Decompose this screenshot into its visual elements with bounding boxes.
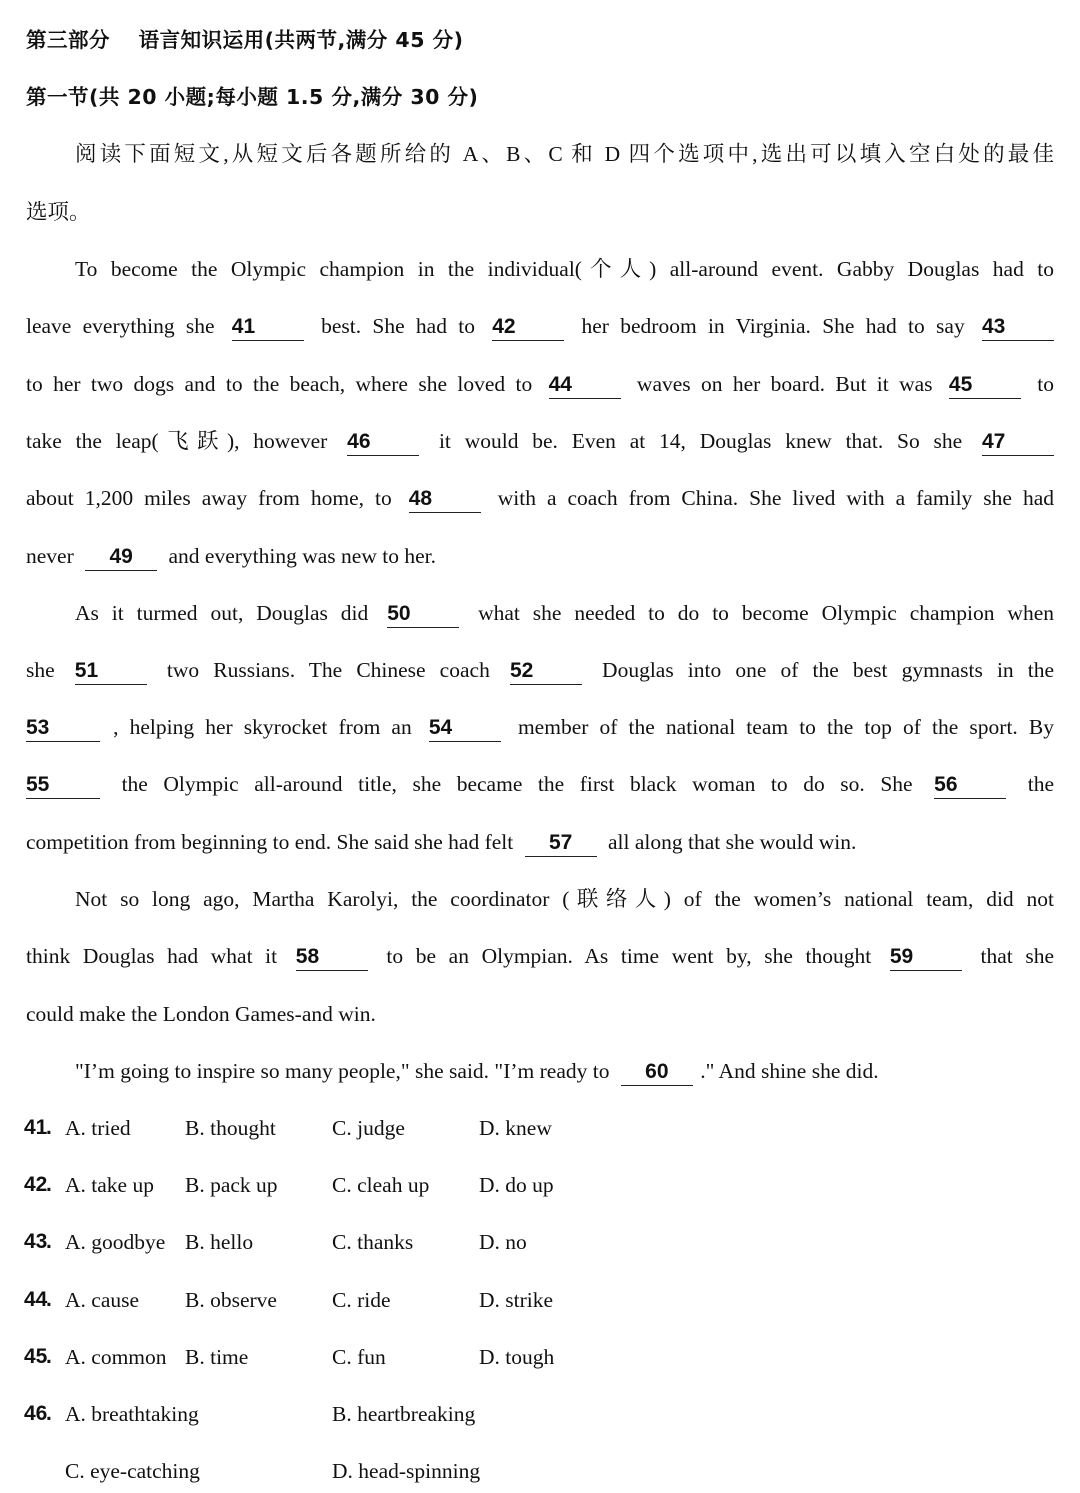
passage-line: to her two dogs and to the beach, where she loved to 44 waves on her board. But it was 45 to — [26, 369, 1054, 399]
blank-45: 45 — [949, 373, 1021, 399]
option-d[interactable]: D. do up — [479, 1173, 554, 1197]
blank-52: 52 — [510, 659, 582, 685]
blank-56: 56 — [934, 773, 1006, 799]
blank-48: 48 — [409, 487, 481, 513]
instructions-line-1: 阅读下面短文,从短文后各题所给的 A、B、C 和 D 四个选项中,选出可以填入空白处的最佳 — [75, 142, 1054, 166]
option-c[interactable]: C. thanks — [332, 1230, 414, 1254]
option-a[interactable]: A. cause — [65, 1288, 140, 1312]
option-c[interactable]: C. eye-catching — [65, 1459, 200, 1483]
passage-line: To become the Olympic champion in the individual(个人) all-around event. Gabby Douglas had to — [75, 257, 1054, 281]
option-c[interactable]: C. judge — [332, 1116, 405, 1140]
blank-50: 50 — [387, 602, 459, 628]
passage-line: "I’m going to inspire so many people," she said. "I’m ready to 60 ." And shine she did. — [26, 1056, 1054, 1086]
passage-line: competition from beginning to end. She said she had felt 57 all along that she would win. — [26, 827, 1054, 857]
question-number: 42 — [24, 1173, 48, 1196]
question-number: 43 — [24, 1230, 48, 1253]
passage-line: leave everything she 41 best. She had to 42 her bedroom in Virginia. She had to say 43 — [26, 311, 1054, 341]
option-b[interactable]: B. heartbreaking — [332, 1402, 476, 1426]
blank-58: 58 — [296, 945, 368, 971]
passage-line: take the leap(飞跃), however 46 it would be. Even at 14, Douglas knew that. So she 47 — [26, 426, 1054, 456]
section-title: 第一节(共 20 小题;每小题 1.5 分,满分 30 分) — [26, 85, 479, 109]
blank-60: 60 — [621, 1060, 693, 1086]
option-d[interactable]: D. no — [479, 1230, 527, 1254]
blank-41: 41 — [232, 315, 304, 341]
passage-line: Not so long ago, Martha Karolyi, the coordinator (联络人) of the women’s national team, did not — [75, 887, 1054, 911]
option-b[interactable]: B. time — [185, 1345, 249, 1369]
passage-line: about 1,200 miles away from home, to 48 with a coach from China. She lived with a family she had — [26, 483, 1054, 513]
passage-line: 53 , helping her skyrocket from an 54 member of the national team to the top of the sport. By — [26, 712, 1054, 742]
passage-line: 55 the Olympic all-around title, she became the first black woman to do so. She 56 the — [26, 769, 1054, 799]
option-d[interactable]: D. head-spinning — [332, 1459, 481, 1483]
blank-59: 59 — [890, 945, 962, 971]
blank-57: 57 — [525, 831, 597, 857]
option-a[interactable]: A. tried — [65, 1116, 131, 1140]
passage-line: As it turmed out, Douglas did 50 what she needed to do to become Olympic champion when — [26, 598, 1054, 628]
passage-line: could make the London Games-and win. — [26, 1002, 376, 1026]
blank-51: 51 — [75, 659, 147, 685]
option-a[interactable]: A. breathtaking — [65, 1402, 199, 1426]
passage-line: she 51 two Russians. The Chinese coach 52 Douglas into one of the best gymnasts in the — [26, 655, 1054, 685]
option-c[interactable]: C. cleah up — [332, 1173, 430, 1197]
blank-54: 54 — [429, 716, 501, 742]
option-b[interactable]: B. pack up — [185, 1173, 278, 1197]
option-a[interactable]: A. take up — [65, 1173, 154, 1197]
option-a[interactable]: A. goodbye — [65, 1230, 166, 1254]
question-number: 46 — [24, 1402, 48, 1425]
option-b[interactable]: B. thought — [185, 1116, 276, 1140]
option-c[interactable]: C. fun — [332, 1345, 386, 1369]
blank-44: 44 — [549, 373, 621, 399]
option-c[interactable]: C. ride — [332, 1288, 391, 1312]
part-title: 第三部分 语言知识运用(共两节,满分 45 分) — [26, 28, 464, 52]
blank-53: 53 — [26, 716, 100, 742]
passage-line: think Douglas had what it 58 to be an Olympian. As time went by, she thought 59 that she — [26, 941, 1054, 971]
option-d[interactable]: D. strike — [479, 1288, 554, 1312]
instructions-line-2: 选项。 — [26, 200, 91, 224]
question-number: 44 — [24, 1288, 48, 1311]
blank-46: 46 — [347, 430, 419, 456]
question-number: 41 — [24, 1116, 48, 1139]
blank-42: 42 — [492, 315, 564, 341]
option-b[interactable]: B. hello — [185, 1230, 254, 1254]
exam-page: 第三部分 语言知识运用(共两节,满分 45 分) 第一节(共 20 小题;每小题 1.5 分,满分 30 分) 阅读下面短文,从短文后各题所给的 A、B、C 和 D 四个选项中,选出可以填入空白处的最佳 选项。 To become the Olympic champion in the individual(个人) all-around event. Gabby Douglas had to leave everything she 41 best. She had to 42 her bedroom in Virginia. She had to say 43 to her two dogs and to the beach, where she loved to 44 waves on her board. But it was 45 to take the leap(飞跃), however 46 it would be. Even at 14, Douglas knew that. So she 47 about 1,200 miles away from home, to 48 with a coach from China. She lived with a family she had never 49 and everything was new to her. As it turmed out, Douglas did 50 what she needed to do to become Olympic champion when she 51 two Russians. The Chinese coach 52 Douglas into one of the best gymnasts in the 53 , helping her skyrocket from an 54 member of the national team to the top of the sport. By 55 the Olympic all-around title, she became the first black woman to do so. She 56 the competition from beginning to end. She said she had felt 57 all along that she would win. Not so long ago, Martha Karolyi, the coordinator (联络人) of the women’s national team, did not think Douglas had what it 58 to be an Olympian. As time went by, she thought 59 that she could make the London Games-and win. "I’m going to inspire so many people," she said. "I’m ready to 60 ." And shine she did. 41 . A. tried B. thought C. judge D. knew 42 . A. take up B. pack up C. cleah up D. do up 43 . A. goodbye B. hello C. thanks D. no 44 . A. cause B. observe C. ride D. strike 45 . A. common B. time C. fun D. tough 46 . A. breathtaking B. heartbreaking C. eye-catching D. head-spinning — [0, 0, 1080, 1493]
option-d[interactable]: D. knew — [479, 1116, 552, 1140]
option-d[interactable]: D. tough — [479, 1345, 555, 1369]
option-a[interactable]: A. common — [65, 1345, 167, 1369]
option-b[interactable]: B. observe — [185, 1288, 277, 1312]
blank-47: 47 — [982, 430, 1054, 456]
blank-49: 49 — [85, 545, 157, 571]
blank-55: 55 — [26, 773, 100, 799]
question-number: 45 — [24, 1345, 48, 1368]
blank-43: 43 — [982, 315, 1054, 341]
passage-line: never 49 and everything was new to her. — [26, 541, 1054, 571]
